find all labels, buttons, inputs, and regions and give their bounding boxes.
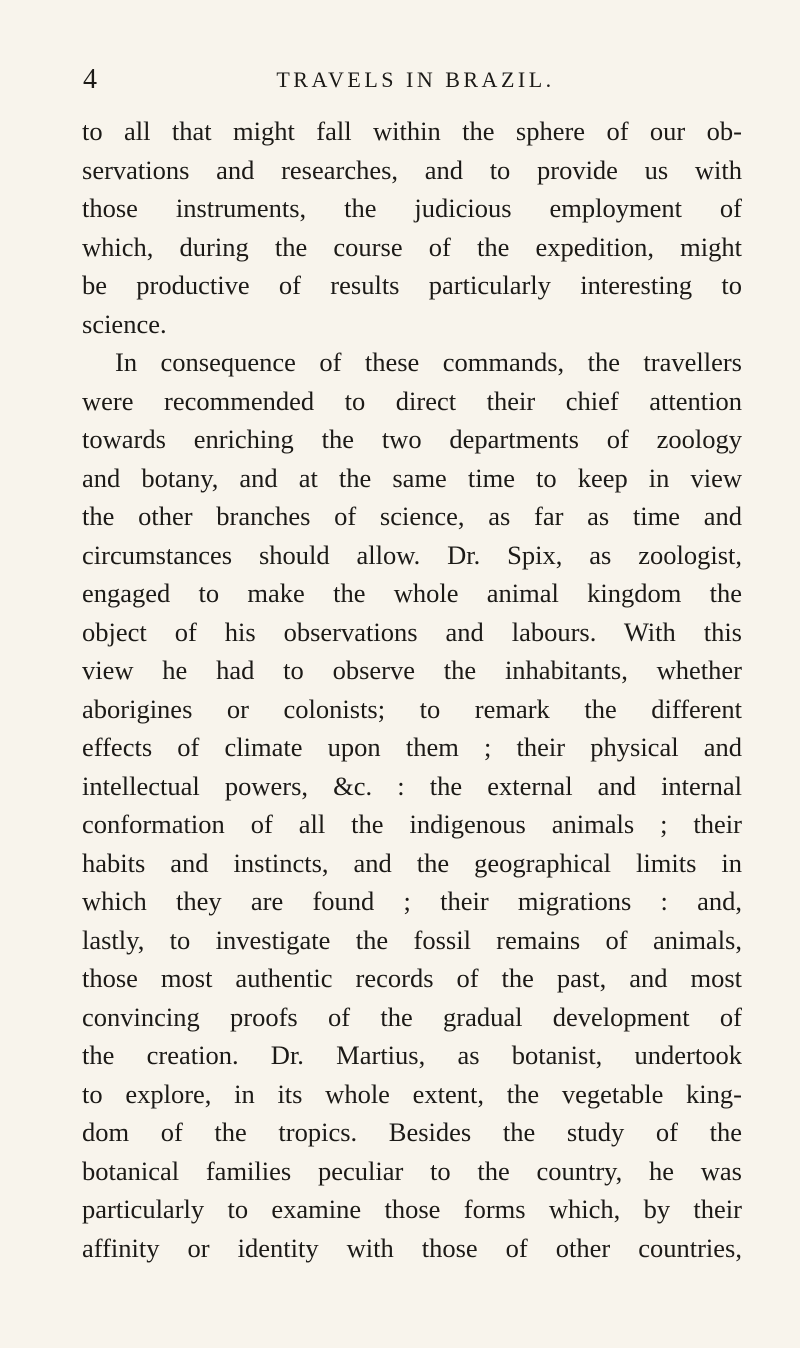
text-line: servations and researches, and to provide us with <box>82 154 742 185</box>
running-head <box>83 60 738 100</box>
text-line: to all that might fall within the sphere of our ob- <box>82 116 742 146</box>
text-line: which, during the course of the expedition, might <box>82 231 742 262</box>
running-title: TRAVELS IN BRAZIL. <box>276 67 555 92</box>
text-line: were recommended to direct their chief attention <box>82 385 742 416</box>
text-line: convincing proofs of the gradual development of <box>82 1001 742 1032</box>
page-number: 4 <box>83 64 97 95</box>
text-line: science. <box>82 308 167 339</box>
text-line: habits and instincts, and the geographical limits in <box>82 847 742 878</box>
text-line: the other branches of science, as far as time and <box>82 501 742 531</box>
text-line: effects of climate upon them ; their physical and <box>82 732 742 762</box>
text-line: the creation. Dr. Martius, as botanist, undertook <box>82 1040 742 1070</box>
text-line: view he had to observe the inhabitants, whether <box>82 655 742 685</box>
text-line: object of his observations and labours. With this <box>82 616 742 647</box>
text-line: intellectual powers, &c. : the external and internal <box>82 770 742 801</box>
text-line: In consequence of these commands, the travellers <box>115 347 742 377</box>
text-line: engaged to make the whole animal kingdom the <box>82 578 742 608</box>
text-line: circumstances should allow. Dr. Spix, as zoologist, <box>82 539 742 570</box>
text-line: towards enriching the two departments of zoology <box>82 424 742 454</box>
text-line: aborigines or colonists; to remark the different <box>82 693 742 724</box>
text-line: those instruments, the judicious employment of <box>82 193 742 223</box>
text-line: to explore, in its whole extent, the vegetable king- <box>82 1078 742 1109</box>
text-line: botanical families peculiar to the country, he was <box>82 1155 742 1186</box>
text-line: and botany, and at the same time to keep in view <box>82 462 742 493</box>
body-text <box>82 112 742 1267</box>
text-line: affinity or identity with those of other countries, <box>82 1232 742 1263</box>
text-line: particularly to examine those forms which, by their <box>82 1194 742 1224</box>
text-line: those most authentic records of the past, and most <box>82 963 742 993</box>
text-line: conformation of all the indigenous animals ; their <box>82 809 742 839</box>
text-line: be productive of results particularly interesting to <box>82 270 742 300</box>
text-line: dom of the tropics. Besides the study of the <box>82 1117 742 1147</box>
text-line: which they are found ; their migrations : and, <box>82 886 742 916</box>
text-line: lastly, to investigate the fossil remains of animals, <box>82 924 742 955</box>
